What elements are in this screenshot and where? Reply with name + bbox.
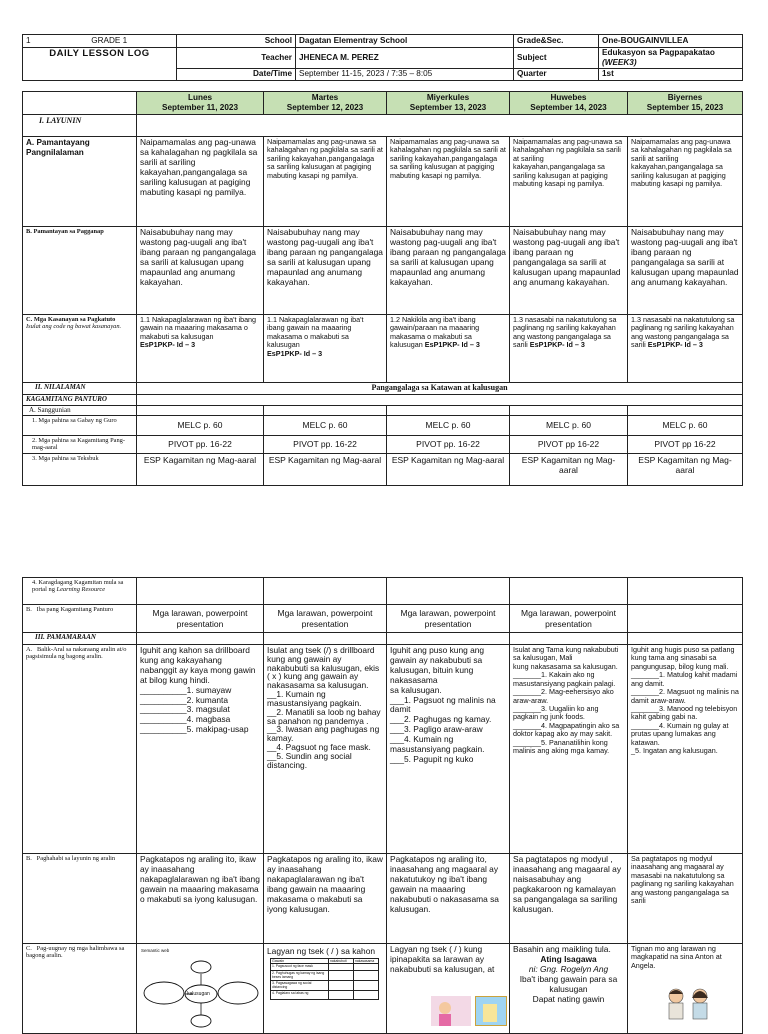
iba-title: Iba pang Kagamitang Panturo — [36, 606, 114, 613]
pagugnay-title: Pag-uugnay ng mga halimbawa sa bagong aralin. — [26, 945, 125, 960]
row-a-title: Pamantayang Pangnilalaman — [26, 138, 90, 157]
checklist-box[interactable] — [354, 971, 379, 981]
c-code: EsP1PKP- Id – 3 — [529, 340, 585, 350]
day-name: Martes — [311, 93, 339, 103]
lesson-table-page2 — [22, 577, 743, 1034]
pagugnay-label — [23, 944, 137, 1034]
pagugnay-friday — [628, 944, 743, 1034]
row-c-label — [23, 315, 137, 383]
blank-cell — [387, 633, 510, 645]
gradesec-label: Grade&Sec. — [514, 35, 599, 48]
iba-letter: B. — [26, 606, 32, 613]
semantic-web-center-label: kalusugan — [187, 991, 210, 997]
day-date: September 11, 2023 — [161, 103, 238, 112]
pagugnay-thursday — [510, 944, 628, 1034]
teksbuk-thursday: ESP Kagamitan ng Mag-aaral — [510, 454, 628, 486]
c-text: 1.3 nasasabi na nakatutulong sa paglinang ng sariling kakayahan ang wastong pangangalaga sa sarili — [513, 315, 617, 350]
kagamitang-thursday: PIVOT pp 16-22 — [510, 436, 628, 454]
drink-image — [475, 996, 507, 1026]
b-thursday: Naisabubuhay nang may wastong pag-uugali ang iba't ibang paraan ng pangangalaga sa sarili at kalusugan upang mapaunlad ang anumang kakayahan. — [510, 227, 628, 315]
subject-text: Edukasyon sa Pagpapakatao — [602, 48, 715, 57]
day-name: Biyernes — [667, 93, 703, 103]
checklist-row: 2. Paghuhugas ng kamay ng isang beses lamang — [271, 971, 329, 981]
semantic-web-label: Semantic web — [141, 948, 170, 953]
header-table — [22, 34, 743, 81]
blank-cell — [264, 633, 387, 645]
section-sanggunian: A. Sanggunian — [23, 406, 137, 416]
pagugnay-friday-text: Tignan mo ang larawan ng magkapatid na sina Anton at Angela. — [631, 944, 722, 970]
day-friday — [628, 92, 743, 115]
blank-cell — [628, 633, 743, 645]
c-text: 1.1 Nakapaglalarawan ng iba't ibang gawain na maaaring makasama o makabuti sa kalusugan — [140, 315, 257, 341]
gabay-label: 1. Mga pahina sa Gabay ng Guro — [23, 416, 137, 436]
c-wednesday — [387, 315, 510, 383]
balik-label — [23, 645, 137, 854]
child-image — [431, 996, 471, 1026]
kagamitang-friday: PIVOT pp 16-22 — [628, 436, 743, 454]
a-wednesday: Naipamamalas ang pag-unawa sa kahalagahan ng pagkilala sa sarili at sariling kakayahan,pangangalaga sa sariling kalusugan at pagiging mabuting kasapi ng pamilya. — [387, 137, 510, 227]
tula-line: Iba't ibang gawain para sa kalusugan — [519, 973, 618, 994]
b-wednesday: Naisabubuhay nang may wastong pag-uugali ang iba't ibang paraan ng pangangalaga sa sarili at kalusugan upang mapaunlad ang anumang kakayahan. — [387, 227, 510, 315]
nilalaman-text: Pangangalaga sa Katawan at kalusugan — [137, 383, 743, 395]
siblings-image — [656, 986, 720, 1024]
paghahabi-title: Paghahabi sa layunin ng aralin — [36, 855, 116, 862]
tula-title: Ating Isagawa — [540, 953, 597, 964]
c-text: 1.1 Nakapaglalarawan ng iba't ibang gawain na maaaring makasama o makabuti sa kalusugan — [267, 315, 364, 350]
teksbuk-wednesday: ESP Kagamitan ng Mag-aaral — [387, 454, 510, 486]
balik-monday: Iguhit ang kahon sa drillboard kung ang kakayahang nabanggit ay kaya mong gawin at bilog kung hindi. __________1. sumayaw __________2. kumanta __________3. magsulat __________4. magbasa __________5. makipag-usap — [137, 645, 264, 854]
web-node-right — [218, 982, 258, 1004]
blank-cell — [137, 578, 264, 605]
header-title: DAILY LESSON LOG — [23, 48, 177, 81]
teksbuk-label: 3. Mga pahina sa Teksbuk — [23, 454, 137, 486]
checklist-head-gawain: Gawain — [271, 959, 329, 964]
c-code: EsP1PKP- Id – 3 — [140, 340, 196, 350]
child-head — [439, 1002, 451, 1014]
checklist-box[interactable] — [354, 981, 379, 991]
balik-thursday: Isulat ang Tama kung nakabubuti sa kalusugan, Mali kung nakasasama sa kalusugan. _______1. Kakain ako ng masustansiyang pagkain palagi. _______2. Mag-eehersisyo ako araw-araw. _______3. Uugaliin ko ang pagkain ng junk foods. _______4. Magpapatingin ako sa doktor kapag ako ay may sakit. _______5. Pananatilihin kong malinis ang aking mga kamay. — [510, 645, 628, 854]
day-date: September 12, 2023 — [286, 103, 364, 112]
day-name: Huwebes — [550, 93, 587, 103]
karagdagan-text: 4. Karagdagang Kagamitan mula sa portal ng — [32, 579, 124, 594]
paghahabi-letter: B. — [26, 855, 32, 862]
quarter-value: 1st — [599, 68, 743, 80]
tula-author: ni: Gng. Rogelyn Ang — [528, 963, 609, 974]
checklist-row: 1. Pagsusuot ng face mask — [271, 964, 329, 971]
row-b-letter: B. — [26, 228, 32, 235]
b-tuesday: Naisabubuhay nang may wastong pag-uugali ang iba't ibang paraan ng pangangalaga sa sarili at kalusugan upang mapaunlad ang anumang kakayahan. — [264, 227, 387, 315]
boy-body — [669, 1003, 683, 1019]
kagamitang-label: 2. Mga pahina sa Kagamitang Pang-mag-aaral — [23, 436, 137, 454]
date-label: Date/Time — [177, 68, 296, 80]
blank-cell — [628, 578, 743, 605]
kagamitang-wednesday: PIVOT pp. 16-22 — [387, 436, 510, 454]
pagugnay-tuesday-text: Lagyan ng tsek ( / ) sa kahon — [267, 947, 376, 956]
gabay-tuesday: MELC p. 60 — [264, 416, 387, 436]
paghahabi-wednesday: Pagkatapos ng araling ito, inaasahang ang magaaral ay nakatutukoy ng iba't ibang gawain na maaaring nakabubuti o nakasasama sa kalusugan. — [387, 854, 510, 944]
blank-cell — [510, 633, 628, 645]
checklist-box[interactable] — [354, 991, 379, 1000]
subject-week: (WEEK3) — [602, 57, 637, 67]
c-tuesday — [264, 315, 387, 383]
web-node-left — [144, 982, 184, 1004]
checklist-row: 4. Paglalaro sa labas ng — [271, 991, 329, 1000]
subject-value — [599, 48, 743, 69]
checklist-box[interactable] — [329, 964, 354, 971]
pagugnay-wednesday-text: Lagyan ng tsek ( / ) kung ipinapakita sa larawan ay nakabubuti sa kalusugan, at — [390, 944, 495, 974]
a-monday: Naipamamalas ang pag-unawa sa kahalagahan ng pagkilala sa sarili at sariling kakayahan,pangangalaga sa sariling kalusugan at pagiging mabuting kasapi ng pamilya. — [137, 137, 264, 227]
section-layunin: I. LAYUNIN — [23, 115, 137, 137]
row-c-title: Mga Kasanayan sa Pagkatuto — [33, 316, 116, 323]
a-tuesday: Naipamamalas ang pag-unawa sa kahalagahan ng pagkilala sa sarili at sariling kakayahan,pangangalaga sa sariling kalusugan at pagiging mabuting kasapi ng pamilya. — [264, 137, 387, 227]
kagamitan-blank — [137, 395, 743, 406]
blank-cell — [387, 406, 510, 416]
kagamitang-tuesday: PIVOT pp. 16-22 — [264, 436, 387, 454]
day-name: Lunes — [187, 93, 213, 103]
paghahabi-tuesday: Pagkatapos ng araling ito, ikaw ay inaasahang nakapaglalarawan ng iba't ibang gawain na maaaring makasama o makabuti sa iyong kalusugan. — [264, 854, 387, 944]
row-b-title: Pamantayan sa Pagganap — [33, 228, 104, 235]
blank-cell — [264, 578, 387, 605]
blank-cell — [628, 406, 743, 416]
paghahabi-monday: Pagkatapos ng araling ito, ikaw ay inaasahang nakapaglalarawan ng iba't ibang gawain na maaaring makasama o makabuti sa iyong kalusugan. — [137, 854, 264, 944]
kagamitang-monday: PIVOT pp. 16-22 — [137, 436, 264, 454]
c-code: EsP1PKP- Id – 3 — [267, 348, 323, 358]
iba-monday: Mga larawan, powerpoint presentation — [137, 605, 264, 633]
blank-cell — [387, 578, 510, 605]
checklist-box[interactable] — [329, 981, 354, 991]
pagugnay-wednesday — [387, 944, 510, 1034]
section-pamamaraan: III. PAMAMARAAN — [23, 633, 137, 645]
balik-title: Balik-Aral sa nakaraang aralin at/o pagsisimula ng bagong aralin. — [26, 646, 127, 661]
blank-corner — [23, 92, 137, 115]
balik-wednesday: Iguhit ang puso kung ang gawain ay nakabubuti sa kalusugan, bituin kung nakasasama sa kalusugan. ___1. Pagsuot ng malinis na damit ___2. Paghugas ng kamay. ___3. Pagligo araw-araw ___4. Kumain ng masustansiyang pagkain. ___5. Pagupit ng kuko — [387, 645, 510, 854]
day-date: September 13, 2023 — [409, 103, 487, 112]
teacher-value: JHENECA M. PEREZ — [296, 48, 514, 69]
checklist-box[interactable] — [354, 964, 379, 971]
subject-label: Subject — [514, 48, 599, 69]
paghahabi-thursday: Sa pagtatapos ng modyul , inaasahang ang magaaral ay naisasabuhay ang pagkakaroon ng kamalayan sa pangangalaga sa sariling kalusugan. — [510, 854, 628, 944]
date-value: September 11-15, 2023 / 7:35 – 8:05 — [296, 68, 514, 80]
pagugnay-letter: C. — [26, 945, 32, 952]
school-label: School — [177, 35, 296, 48]
teksbuk-friday: ESP Kagamitan ng Mag-aaral — [628, 454, 743, 486]
day-date: September 14, 2023 — [530, 103, 607, 112]
blank-cell — [137, 633, 264, 645]
a-thursday: Naipamamalas ang pag-unawa sa kahalagahan ng pagkilala sa sarili at sariling kakayahan,pangangalaga sa sariling kalusugan at pagiging mabuting kasapi ng pamilya. — [510, 137, 628, 227]
blank-cell — [628, 605, 743, 633]
school-value: Dagatan Elementray School — [296, 35, 514, 48]
gabay-thursday: MELC p. 60 — [510, 416, 628, 436]
paghahabi-label — [23, 854, 137, 944]
row-a-label — [23, 137, 137, 227]
day-tuesday — [264, 92, 387, 115]
c-text: 1.3 nasasabi na nakatutulong sa paglinang ng sariling kakayahan ang wastong pangangalaga sa sarili — [631, 315, 735, 350]
gabay-wednesday: MELC p. 60 — [387, 416, 510, 436]
blank-cell — [137, 406, 264, 416]
header-number: 1 — [23, 35, 43, 48]
web-node-bottom — [191, 1015, 211, 1027]
checklist-box[interactable] — [329, 971, 354, 981]
pagugnay-monday — [137, 944, 264, 1034]
section-kagamitan: KAGAMITANG PANTURO — [23, 395, 137, 406]
layunin-blank — [137, 115, 743, 137]
c-code: EsP1PKP- Id – 3 — [424, 340, 480, 350]
tula-line: Dapat nating gawin — [532, 993, 605, 1004]
day-name: Miyerkules — [426, 93, 470, 103]
checklist-head-nakabubuti: nakabubuti — [329, 959, 354, 964]
iba-wednesday: Mga larawan, powerpoint presentation — [387, 605, 510, 633]
balik-friday: Iguhit ang hugis puso sa patlang kung tama ang sinasabi sa pangungusap, bilog kung mali. _______1. Matulog kahit madami ang damit. _______2. Magsuot ng malinis na damit araw-araw. _______3. Manood ng telebisyon kahit gabing gabi na. _______4. Kumain ng gulay at prutas upang lumakas ang katawan. _5. Ingatan ang kalusugan. — [628, 645, 743, 854]
c-monday — [137, 315, 264, 383]
gabay-monday: MELC p. 60 — [137, 416, 264, 436]
blank-cell — [510, 406, 628, 416]
day-date: September 15, 2023 — [646, 103, 724, 112]
karagdagan-label — [23, 578, 137, 605]
pagugnay-checklist — [270, 958, 379, 1000]
pagugnay-tuesday — [264, 944, 387, 1034]
checklist-row: 3. Pagsasagawa ng social distancing — [271, 981, 329, 991]
teksbuk-monday: ESP Kagamitan ng Mag-aaral — [137, 454, 264, 486]
c-thursday — [510, 315, 628, 383]
web-node-top — [191, 961, 211, 973]
row-b-label — [23, 227, 137, 315]
gradesec-value: One-BOUGAINVILLEA — [599, 35, 743, 48]
balik-tuesday: Isulat ang tsek (/) s drillboard kung ang gawain ay nakabubuti sa kalusugan, ekis ( x ) kung ang gawain ay nakasasama sa kalusugan. __1. Kumain ng masustansiyang pagkain. __2. Manatili sa loob ng bahay sa panahon ng pandemya . __3. Iwasan ang paghugas ng kamay. __4. Pagsuot ng face mask. __5. Sundin ang social distancing. — [264, 645, 387, 854]
tula-instruction: Basahin ang maikling tula. — [513, 944, 611, 954]
section-nilalaman: II. NILALAMAN — [23, 383, 137, 395]
c-code: EsP1PKP- Id – 3 — [647, 340, 703, 350]
balik-letter: A. — [26, 646, 33, 653]
c-text: 1.2 Nakikila ang iba't ibang gawain/paraan na maaaring makasama o makabuti sa kalusugan — [390, 315, 480, 350]
gabay-friday: MELC p. 60 — [628, 416, 743, 436]
checklist-head-nakasasama: nakasasama — [354, 959, 379, 964]
c-friday — [628, 315, 743, 383]
row-c-sub: Isulat ang code ng bawat kasanayan. — [26, 323, 122, 331]
header-grade: GRADE 1 — [43, 35, 177, 48]
b-monday: Naisabubuhay nang may wastong pag-uugali ang iba't ibang paraan ng pangangalaga sa sarili at kalusugan upang mapaunlad ang anumang kakayahan. — [137, 227, 264, 315]
day-wednesday — [387, 92, 510, 115]
lesson-table-page1 — [22, 91, 743, 486]
child-body — [439, 1014, 451, 1026]
iba-tuesday: Mga larawan, powerpoint presentation — [264, 605, 387, 633]
karagdagan-italic: Learning Resource — [56, 586, 106, 594]
a-friday: Naipamamalas ang pag-unawa sa kahalagahan ng pagkilala sa sarili at sariling kakayahan,pangangalaga sa sariling kalusugan at pagiging mabuting kasapi ng pamilya. — [628, 137, 743, 227]
image-object — [483, 1004, 497, 1022]
row-a-letter: A. — [26, 138, 35, 147]
teksbuk-tuesday: ESP Kagamitan ng Mag-aaral — [264, 454, 387, 486]
blank-cell — [264, 406, 387, 416]
teacher-label: Teacher — [177, 48, 296, 69]
row-c-letter: C. — [26, 316, 33, 323]
quarter-label: Quarter — [514, 68, 599, 80]
girl-body — [693, 1003, 707, 1019]
paghahabi-friday: Sa pagtatapos ng modyul inaasahang ang magaaral ay masasabi na nakatutulong sa paglinang ng sariling kakayahan ang wastong pangangalaga sa sarili — [628, 854, 743, 944]
day-monday — [137, 92, 264, 115]
iba-thursday: Mga larawan, powerpoint presentation — [510, 605, 628, 633]
checklist-box[interactable] — [329, 991, 354, 1000]
blank-cell — [510, 578, 628, 605]
day-thursday — [510, 92, 628, 115]
iba-label — [23, 605, 137, 633]
b-friday: Naisabubuhay nang may wastong pag-uugali ang iba't ibang paraan ng pangangalaga sa sarili at kalusugan upang mapaunlad ang anumang kakayahan. — [628, 227, 743, 315]
